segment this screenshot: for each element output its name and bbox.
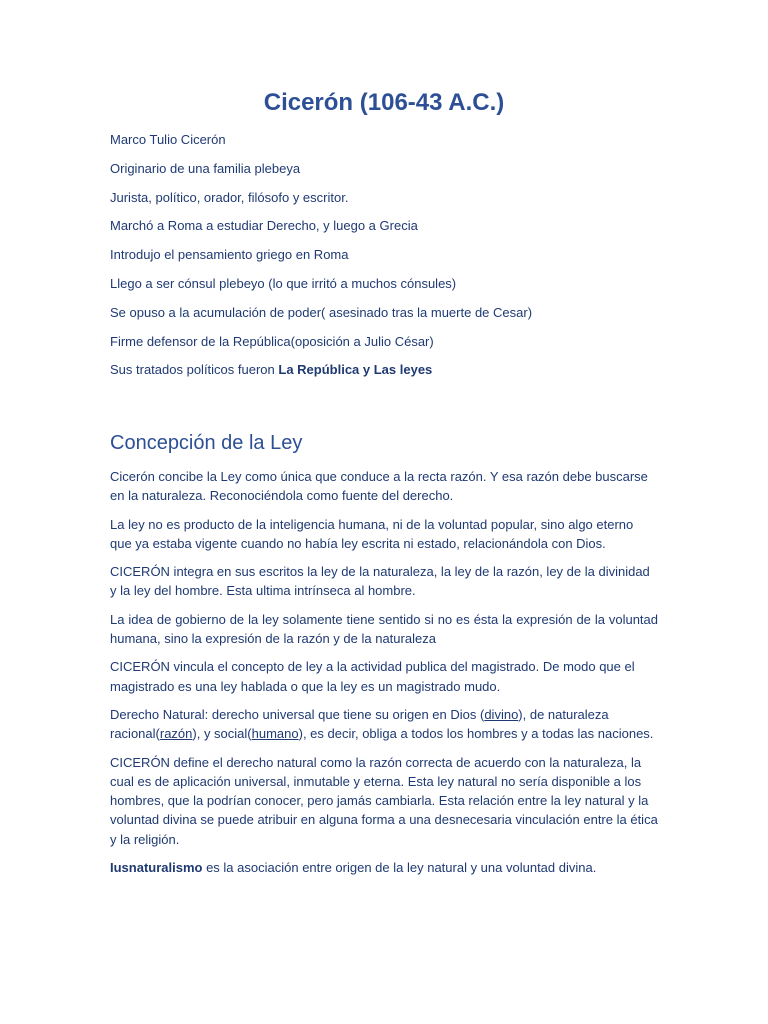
paragraph: La idea de gobierno de la ley solamente tiene sentido si no es ésta la expresión de la voluntad humana, sino la expresión de la razón y de la naturaleza [110,611,658,647]
bio-item: Llego a ser cónsul plebeyo (lo que irritó a muchos cónsules) [110,275,457,291]
text-run: ), es decir, obliga a todos los hombres y a todas las naciones. [298,726,654,742]
bio-item-treatises [110,360,532,379]
treatises-titles: La República y Las leyes [278,362,433,378]
text-run: ), de naturaleza racional( [110,706,609,742]
text-run: Derecho Natural: derecho universal que tiene su origen en Dios ( [110,706,485,722]
paragraph: CICERÓN integra en sus escritos la ley de la naturaleza, la ley de la razón, ley de la divinidad y la ley del hombre. Esta ultima intrínseca al hombre. [110,564,650,599]
underlined-term: razón [159,726,193,742]
paragraph: La ley no es producto de la inteligencia humana, ni de la voluntad popular, sino algo eterno que ya estaba vigente cuando no había ley escrita ni estado, relacionándola con Dios. [110,516,634,551]
bio-item: Firme defensor de la República(oposición a Julio César) [110,333,434,349]
bio-item: Marchó a Roma a estudiar Derecho, y luego a Grecia [110,218,418,234]
treatises-prefix: Sus tratados políticos fueron [110,362,279,378]
underlined-term: humano [251,726,299,742]
paragraph: CICERÓN vincula el concepto de ley a la actividad publica del magistrado. De modo que el magistrado es una ley hablada o que la ley es un magistrado mudo. [110,659,635,694]
bio-item: Originario de una familia plebeya [110,160,301,176]
paragraph: Cicerón concibe la Ley como única que conduce a la recta razón. Y esa razón debe buscarse en la naturaleza. Reconociéndola como fuente del derecho. [110,469,648,504]
paragraph-iusnaturalismo [110,858,658,877]
bio-item: Introdujo el pensamiento griego en Roma [110,247,349,263]
page-title: Cicerón (106-43 A.C.) [263,89,505,116]
section-body [110,467,658,886]
section-heading: Concepción de la Ley [110,432,303,454]
bio-list [110,130,532,389]
bio-item: Se opuso a la acumulación de poder( asesinado tras la muerte de Cesar) [110,304,533,320]
underlined-term: divino [484,706,519,722]
text-run: ), y social( [192,726,252,742]
bio-item: Marco Tulio Cicerón [110,132,226,147]
paragraph: CICERÓN define el derecho natural como la razón correcta de acuerdo con la naturaleza, la cual es de aplicación universal, inmutable y eterna. Esta ley natural no sería disponible a los hombres, que la podrían conocer, pero jamás cambiarla. Esta relación entre la ley natural y la voluntad divina se puede atribuir en alguna forma a una desnecesaria vinculación entre la ética y la religión. [110,754,658,847]
bold-term: Iusnaturalismo [110,860,203,876]
bio-item: Jurista, político, orador, filósofo y escritor. [110,189,349,205]
paragraph-derecho-natural [110,705,658,744]
text-run: es la asociación entre origen de la ley natural y una voluntad divina. [202,860,597,876]
